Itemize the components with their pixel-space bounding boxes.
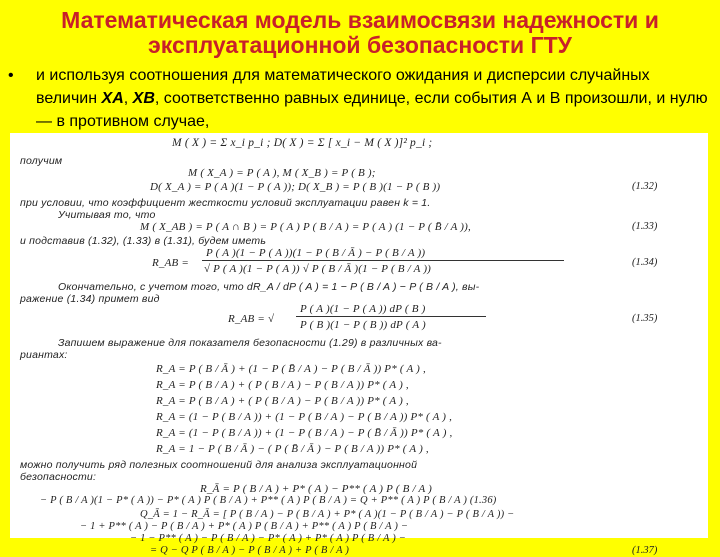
bullet-separator: , bbox=[123, 90, 133, 107]
text-uchityvaya: Учитывая то, что bbox=[58, 209, 156, 221]
formula-ra-variant-1: R_A = P ( B / Ā ) + (1 − P ( B̄ / A ) − P ( B / Ā )) P* ( A ) , bbox=[156, 363, 426, 375]
fraction-bar-1-34 bbox=[202, 260, 564, 261]
formula-qa-line-1: Q_Ā = 1 − R_Ā = [ P ( B / A ) − P ( B / A ) + P* ( A )(1 − P ( B / A ) − P ( B / A )) − bbox=[140, 509, 515, 520]
text-podstaviv: и подставив (1.32), (1.33) в (1.31), будем иметь bbox=[20, 235, 267, 247]
formula-expectation-ab: M ( X_AB ) = P ( A ∩ B ) = P ( A ) P ( B / A ) = P ( A ) (1 − P ( B̄ / A )), bbox=[140, 221, 471, 233]
formula-rab-numerator: P ( A )(1 − P ( A ))(1 − P ( B / Ā ) − P ( B / A )) bbox=[206, 247, 426, 259]
text-poluchim: получим bbox=[20, 155, 63, 167]
text-vyrazhenie: ражение (1.34) примет вид bbox=[20, 293, 160, 305]
formula-rab-final-numerator: P ( A )(1 − P ( A )) dP ( B ) bbox=[300, 303, 426, 315]
formula-rab-final-denominator: P ( B )(1 − P ( B )) dP ( A ) bbox=[300, 319, 426, 331]
formula-expectation-dispersion: M ( X ) = Σ x_i p_i ; D( X ) = Σ [ x_i − M ( X )]² p_i ; bbox=[172, 137, 433, 149]
formula-rab-lhs: R_AB = bbox=[152, 257, 190, 269]
equation-number-1-34: (1.34) bbox=[632, 257, 658, 268]
formula-ra-variant-3: R_A = P ( B / A ) + ( P ( B / A ) − P ( B / A )) P* ( A ) , bbox=[156, 395, 409, 407]
bullet-paragraph bbox=[8, 64, 708, 133]
equation-number-1-32: (1.32) bbox=[632, 181, 658, 192]
fraction-bar-1-35 bbox=[296, 316, 486, 317]
variable-xb: XB bbox=[132, 90, 155, 107]
text-bezopasnosti: безопасности: bbox=[20, 471, 97, 483]
formula-qa-line-4: = Q − Q P ( B / A ) − P ( B / A ) + P ( B / A ) bbox=[150, 545, 350, 556]
equation-number-1-35: (1.35) bbox=[632, 313, 658, 324]
formula-1-36: − P ( B / A )(1 − P* ( A )) − P* ( A ) P ( B / A ) + P** ( A ) P ( B / A ) = Q + P** ( A ) P ( B / A ) (1.36) bbox=[40, 495, 497, 506]
bullet-text-start: и используя соотношения для математического ожидания и дисперсии случайных величин bbox=[36, 67, 650, 107]
formula-rab-final-lhs: R_AB = √ bbox=[228, 313, 275, 325]
formula-expectations: M ( X_A ) = P ( A ), M ( X_B ) = P ( B ); bbox=[188, 167, 376, 179]
formula-ra-variant-4: R_A = (1 − P ( B / A )) + (1 − P ( B / A ) − P ( B / A )) P* ( A ) , bbox=[156, 411, 453, 423]
title-line-2: эксплуатационной безопасности ГТУ bbox=[148, 32, 572, 58]
formula-qa-line-2: − 1 + P** ( A ) − P ( B / A ) + P* ( A ) P ( B / A ) + P** ( A ) P ( B / A ) − bbox=[80, 521, 409, 532]
bullet-text bbox=[36, 64, 708, 133]
text-zapishem: Запишем выражение для показателя безопасности (1.29) в различных ва- bbox=[58, 337, 442, 349]
formula-dispersions: D( X_A ) = P ( A )(1 − P ( A )); D( X_B ) = P ( B )(1 − P ( B )) bbox=[150, 181, 441, 193]
text-okonchatelno: Окончательно, с учетом того, что dR_A / dP ( A ) = 1 − P ( B / A ) − P ( B / A ), вы- bbox=[58, 281, 480, 293]
bullet-text-end: , соответственно равных единице, если события А и В произошли, и нулю — в противном случае, bbox=[36, 90, 708, 130]
bullet-icon: • bbox=[8, 67, 14, 84]
equation-number-1-33: (1.33) bbox=[632, 221, 658, 232]
slide-title bbox=[0, 8, 720, 58]
formula-ra-variant-6: R_A = 1 − P ( B / Ā ) − ( P ( B̄ / Ā ) − P ( B / A )) P* ( A ) , bbox=[156, 443, 429, 455]
variable-xa: XA bbox=[101, 90, 124, 107]
equation-number-1-37: (1.37) bbox=[632, 545, 658, 556]
formula-rab-denominator: √ P ( A )(1 − P ( A )) √ P ( B / Ā )(1 − P ( B / A )) bbox=[204, 263, 432, 275]
text-variantah: риантах: bbox=[20, 349, 68, 361]
title-line-1: Математическая модель взаимосвязи надежности и bbox=[61, 7, 659, 33]
scanned-formula-image bbox=[10, 133, 708, 556]
text-mozhno-poluchit: можно получить ряд полезных соотношений для анализа эксплуатационной bbox=[20, 459, 418, 471]
formula-ra-bar: R_Ā = P ( B / A ) + P* ( A ) − P** ( A ) P ( B / A ) bbox=[200, 483, 432, 495]
formula-qa-line-3: − 1 − P** ( A ) − P ( B / A ) − P* ( A ) + P* ( A ) P ( B / A ) − bbox=[130, 533, 407, 544]
formula-ra-variant-2: R_A = P ( B / A ) + ( P ( B / A ) − P ( B / A )) P* ( A ) , bbox=[156, 379, 409, 391]
text-condition: при условии, что коэффициент жесткости условий эксплуатации равен k = 1. bbox=[20, 197, 431, 209]
formula-ra-variant-5: R_A = (1 − P ( B / A )) + (1 − P ( B / A ) − P ( B̄ / Ā )) P* ( A ) , bbox=[156, 427, 453, 439]
